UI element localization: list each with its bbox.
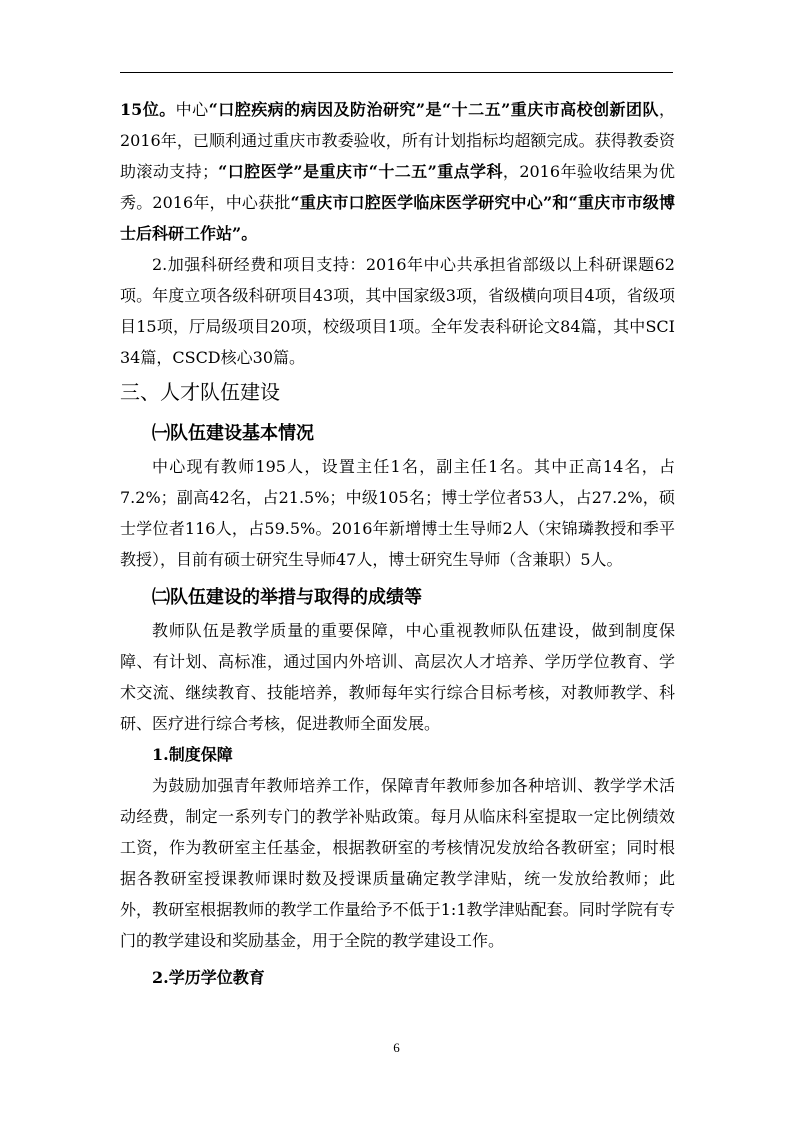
subsection-heading-basics: ㈠队伍建设基本情况 — [152, 423, 314, 444]
text-acceptance: ，2016年，已顺利通过重庆市教委验收，所有计划指标均超额完成。获得教委资助滚动支持； — [120, 100, 675, 181]
text-key-discipline: “口腔医学”是重庆市“十二五”重点学科 — [218, 162, 503, 181]
paragraph-innovation-team — [120, 94, 675, 249]
header-rule — [120, 72, 673, 73]
text-result: ，2016年验收结果为优秀。2016年，中心获批 — [120, 162, 675, 212]
text-innovation-team: “口腔疾病的病因及防治研究”是“十二五”重庆市高校创新团队 — [208, 100, 659, 119]
subsection-heading-measures: ㈡队伍建设的举措与取得的成绩等 — [152, 587, 422, 608]
page-number: 6 — [393, 1040, 400, 1055]
text-center: 中心 — [175, 100, 209, 119]
paragraph-team-building: 教师队伍是教学质量的重要保障，中心重视教师队伍建设，做到制度保障、有计划、高标准，通过国内外培训、高层次人才培养、学历学位教育、学术交流、继续教育、技能培养，教师每年实行综合目标考核，对教师教学、科研、医疗进行综合考核，促进教师全面发展。 — [120, 621, 675, 733]
item-heading-system: 1.制度保障 — [152, 745, 233, 764]
text-research-center: “重庆市口腔医学临床医学研究中心”和“重庆市市级博士后科研工作站”。 — [120, 193, 675, 243]
text-rank: 15位。 — [120, 100, 176, 119]
paragraph-subsidy-policy: 为鼓励加强青年教师培养工作，保障青年教师参加各种培训、教学学术活动经费，制定一系列专门的教学补贴政策。每月从临床科室提取一定比例绩效工资，作为教研室主任基金，根据教研室的考核情况发放给各教研室；同时根据各教研室授课教师课时数及授课质量确定教学津贴，统一发放给教师；此外，教研室根据教师的教学工作量给予不低于1:1教学津贴配套。同时学院有专门的教学建设和奖励基金，用于全院的教学建设工作。 — [120, 776, 675, 950]
page-body — [120, 94, 675, 993]
paragraph-research-funding: 2.加强科研经费和项目支持：2016年中心共承担省部级以上科研课题62项。年度立项各级科研项目43项，其中国家级3项，省级横向项目4项，省级项目15项，厅局级项目20项，校级项目1项。全年发表科研论文84篇，其中SCI 34篇，CSCD核心30篇。 — [120, 255, 675, 367]
paragraph-staff-overview: 中心现有教师195人，设置主任1名，副主任1名。其中正高14名，占7.2%；副高42名，占21.5%；中级105名；博士学位者53人，占27.2%，硕士学位者116人，占59.5%。2016年新增博士生导师2人（宋锦璘教授和季平教授），目前有硕士研究生导师47人，博士研究生导师（含兼职）5人。 — [120, 457, 675, 569]
section-heading-talent: 三、人才队伍建设 — [120, 380, 280, 404]
item-heading-degree-education: 2.学历学位教育 — [152, 968, 265, 987]
